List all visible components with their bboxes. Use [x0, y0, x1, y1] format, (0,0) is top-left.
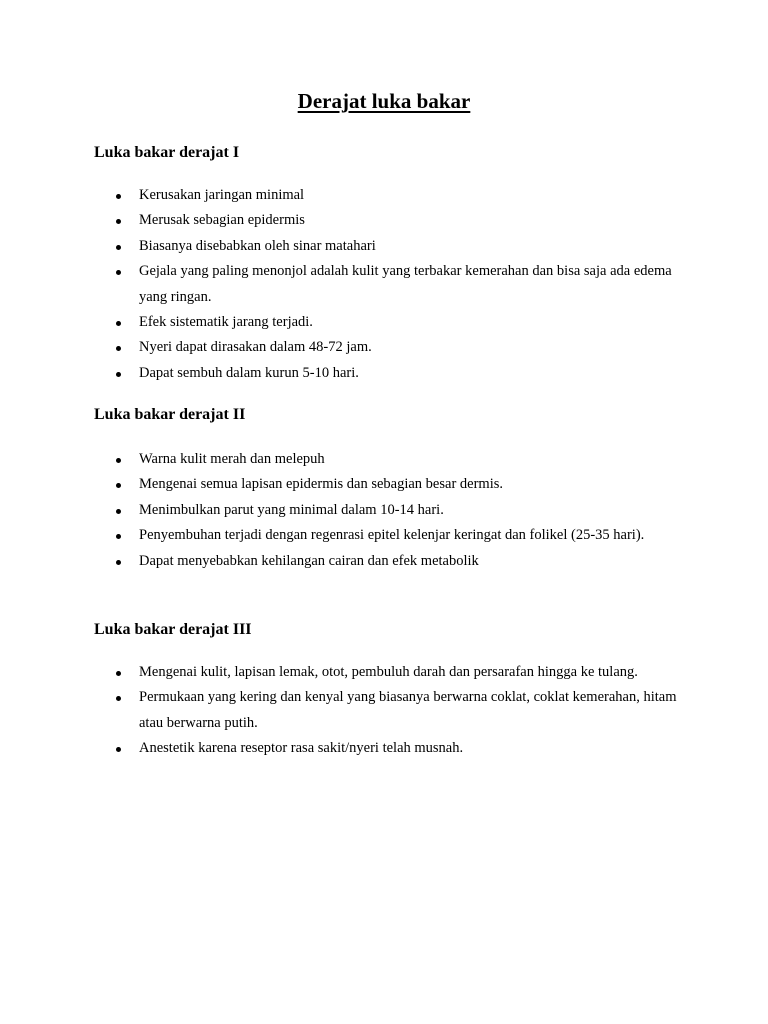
list-item-text: Merusak sebagian epidermis [139, 212, 305, 229]
bullet-icon [116, 372, 121, 377]
list-item-text: Permukaan yang kering dan kenyal yang biasanya berwarna coklat, coklat kemerahan, hitam atau berwarna putih. [139, 689, 677, 731]
section-heading-derajat-1: Luka bakar derajat I [94, 144, 240, 161]
list-item [94, 660, 684, 685]
bullet-icon [116, 747, 121, 752]
list-item [94, 472, 684, 497]
section-heading-derajat-2: Luka bakar derajat II [94, 406, 246, 423]
list-item [94, 234, 684, 259]
bullet-icon [116, 671, 121, 676]
list-item-text: Gejala yang paling menonjol adalah kulit yang terbakar kemerahan dan bisa saja ada edema yang ringan. [139, 263, 672, 305]
bullet-list-derajat-3 [94, 660, 684, 762]
list-item [94, 523, 684, 548]
bullet-icon [116, 194, 121, 199]
list-item-text: Anestetik karena reseptor rasa sakit/nyeri telah musnah. [139, 740, 464, 757]
bullet-icon [116, 245, 121, 250]
bullet-icon [116, 270, 121, 275]
bullet-list-derajat-1 [94, 183, 684, 386]
list-item-text: Kerusakan jaringan minimal [139, 187, 305, 203]
list-item [94, 447, 684, 472]
list-item [94, 208, 684, 233]
list-item [94, 549, 684, 574]
bullet-icon [116, 219, 121, 224]
list-item-text: Warna kulit merah dan melepuh [139, 451, 325, 467]
list-item [94, 259, 684, 310]
list-item-text: Biasanya disebabkan oleh sinar matahari [139, 237, 376, 254]
list-item-text: Mengenai semua lapisan epidermis dan sebagian besar dermis. [139, 476, 503, 493]
bullet-icon [116, 509, 121, 514]
list-item-text: Penyembuhan terjadi dengan regenrasi epitel kelenjar keringat dan folikel (25-35 hari). [139, 527, 645, 544]
bullet-icon [116, 483, 121, 488]
list-item [94, 335, 684, 360]
list-item [94, 183, 684, 208]
bullet-list-derajat-2 [94, 447, 684, 574]
list-item-text: Menimbulkan parut yang minimal dalam 10-14 hari. [139, 501, 444, 518]
bullet-icon [116, 534, 121, 539]
section-heading-derajat-3: Luka bakar derajat III [94, 621, 252, 638]
list-item-text: Efek sistematik jarang terjadi. [139, 314, 313, 331]
document-title: Derajat luka bakar [297, 89, 471, 113]
bullet-icon [116, 321, 121, 326]
list-item-text: Dapat menyebabkan kehilangan cairan dan efek metabolik [139, 552, 479, 569]
bullet-icon [116, 560, 121, 565]
list-item [94, 310, 684, 335]
list-item-text: Mengenai kulit, lapisan lemak, otot, pembuluh darah dan persarafan hingga ke tulang. [139, 664, 638, 680]
list-item [94, 361, 684, 386]
bullet-icon [116, 458, 121, 463]
bullet-icon [116, 346, 121, 351]
bullet-icon [116, 696, 121, 701]
list-item [94, 736, 684, 761]
list-item-text: Nyeri dapat dirasakan dalam 48-72 jam. [139, 339, 372, 356]
list-item [94, 685, 684, 736]
list-item [94, 498, 684, 523]
list-item-text: Dapat sembuh dalam kurun 5-10 hari. [139, 364, 359, 381]
